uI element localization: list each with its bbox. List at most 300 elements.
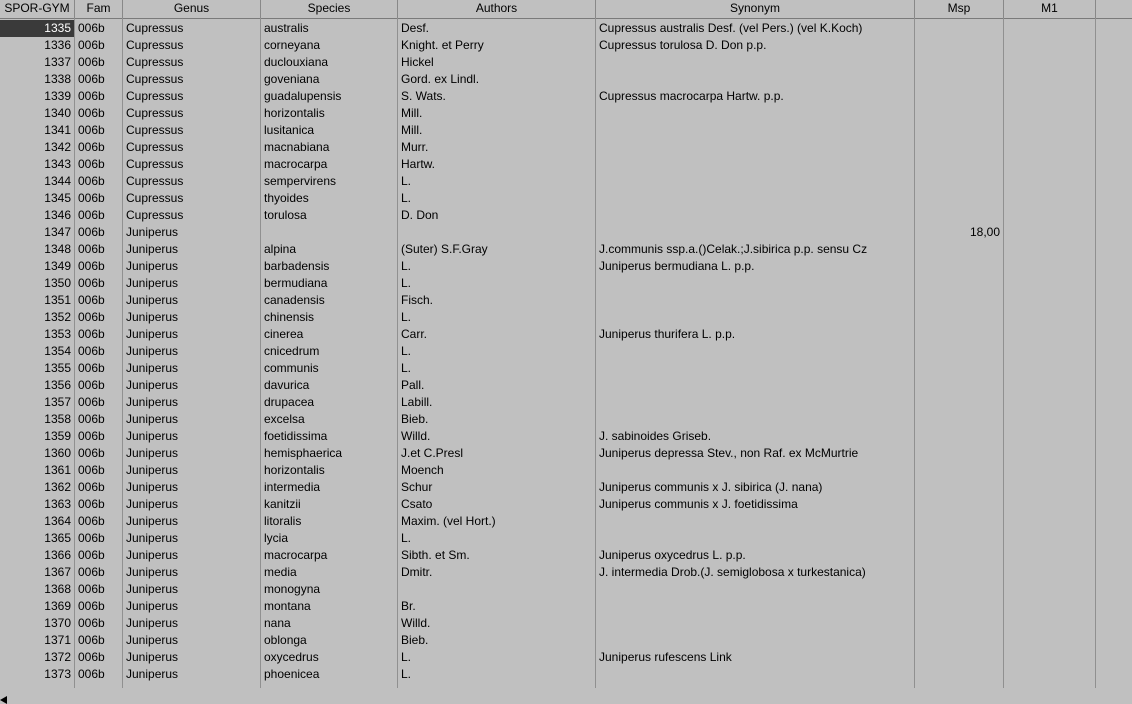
table-row[interactable]	[0, 54, 1132, 71]
cell-synonym[interactable]: Cupressus torulosa D. Don p.p.	[599, 38, 767, 52]
cell-synonym[interactable]	[596, 530, 914, 547]
cell-msp[interactable]	[915, 156, 1003, 173]
cell-synonym[interactable]: J.communis ssp.a.()Celak.;J.sibirica p.p. sensu Cz	[599, 242, 868, 256]
cell-authors[interactable]: Fisch.	[401, 293, 434, 307]
cell-synonym[interactable]	[596, 54, 914, 71]
cell-fam[interactable]: 006b	[78, 38, 105, 52]
selected-cell[interactable]: 1335	[0, 20, 74, 37]
cell-synonym[interactable]: Cupressus australis Desf. (vel Pers.) (vel K.Koch)	[599, 21, 863, 35]
cell-species[interactable]: davurica	[264, 378, 310, 392]
cell-fam[interactable]: 006b	[78, 208, 105, 222]
cell-msp[interactable]	[915, 615, 1003, 632]
cell-genus[interactable]: Juniperus	[126, 276, 179, 290]
cell-species[interactable]: kanitzii	[264, 497, 301, 511]
cell-species[interactable]: foetidissima	[264, 429, 328, 443]
cell-synonym[interactable]: Juniperus communis x J. sibirica (J. nana)	[599, 480, 823, 494]
cell-msp[interactable]	[915, 343, 1003, 360]
table-row[interactable]	[0, 139, 1132, 156]
cell-authors[interactable]: L.	[401, 531, 412, 545]
cell-msp[interactable]	[915, 377, 1003, 394]
cell-genus[interactable]: Juniperus	[126, 310, 179, 324]
cell-genus[interactable]: Juniperus	[126, 616, 179, 630]
cell-fam[interactable]: 006b	[78, 72, 105, 86]
cell-msp[interactable]	[915, 360, 1003, 377]
cell-authors[interactable]: L.	[401, 259, 412, 273]
cell-genus[interactable]: Juniperus	[126, 225, 179, 239]
cell-species[interactable]: cinerea	[264, 327, 304, 341]
cell-m1[interactable]	[1004, 207, 1095, 224]
cell-species[interactable]: montana	[264, 599, 311, 613]
cell-m1[interactable]	[1004, 309, 1095, 326]
cell-fam[interactable]: 006b	[78, 310, 105, 324]
cell-genus[interactable]: Juniperus	[126, 599, 179, 613]
cell-msp[interactable]	[915, 428, 1003, 445]
cell-synonym[interactable]	[596, 632, 914, 649]
cell-synonym[interactable]	[596, 581, 914, 598]
table-row[interactable]	[0, 598, 1132, 615]
cell-m1[interactable]	[1004, 360, 1095, 377]
cell-spor-gym[interactable]: 1358	[44, 412, 71, 426]
cell-msp[interactable]	[915, 632, 1003, 649]
cell-spor-gym[interactable]: 1368	[44, 582, 71, 596]
cell-authors[interactable]: Willd.	[401, 429, 431, 443]
table-row[interactable]	[0, 615, 1132, 632]
cell-msp[interactable]	[915, 190, 1003, 207]
cell-synonym[interactable]: Juniperus rufescens Link	[599, 650, 732, 664]
cell-m1[interactable]	[1004, 343, 1095, 360]
cell-synonym[interactable]	[596, 309, 914, 326]
cell-spor-gym[interactable]: 1357	[44, 395, 71, 409]
cell-fam[interactable]: 006b	[78, 157, 105, 171]
cell-genus[interactable]: Juniperus	[126, 667, 179, 681]
cell-species[interactable]: lusitanica	[264, 123, 315, 137]
cell-spor-gym[interactable]: 1373	[44, 667, 71, 681]
cell-genus[interactable]: Juniperus	[126, 395, 179, 409]
cell-fam[interactable]: 006b	[78, 140, 105, 154]
cell-species[interactable]: nana	[264, 616, 291, 630]
cell-synonym[interactable]	[596, 513, 914, 530]
cell-synonym[interactable]	[596, 105, 914, 122]
cell-authors[interactable]: L.	[401, 276, 412, 290]
cell-m1[interactable]	[1004, 479, 1095, 496]
cell-authors[interactable]: Dmitr.	[401, 565, 433, 579]
cell-m1[interactable]	[1004, 326, 1095, 343]
cell-genus[interactable]: Juniperus	[126, 327, 179, 341]
cell-synonym[interactable]: J. sabinoides Griseb.	[599, 429, 712, 443]
table-row[interactable]	[0, 275, 1132, 292]
cell-synonym[interactable]	[596, 411, 914, 428]
cell-synonym[interactable]	[596, 275, 914, 292]
cell-genus[interactable]: Juniperus	[126, 531, 179, 545]
table-row[interactable]	[0, 564, 1132, 581]
cell-fam[interactable]: 006b	[78, 667, 105, 681]
table-row[interactable]	[0, 309, 1132, 326]
cell-genus[interactable]: Juniperus	[126, 565, 179, 579]
cell-genus[interactable]: Cupressus	[126, 191, 184, 205]
table-row[interactable]	[0, 632, 1132, 649]
cell-m1[interactable]	[1004, 666, 1095, 683]
cell-authors[interactable]: L.	[401, 361, 412, 375]
table-row[interactable]	[0, 530, 1132, 547]
table-row[interactable]	[0, 462, 1132, 479]
cell-synonym[interactable]	[596, 343, 914, 360]
cell-m1[interactable]	[1004, 615, 1095, 632]
table-row[interactable]	[0, 71, 1132, 88]
cell-authors[interactable]: Willd.	[401, 616, 431, 630]
cell-fam[interactable]: 006b	[78, 293, 105, 307]
cell-fam[interactable]: 006b	[78, 123, 105, 137]
cell-species[interactable]: excelsa	[264, 412, 305, 426]
cell-spor-gym[interactable]: 1342	[44, 140, 71, 154]
cell-species[interactable]: cnicedrum	[264, 344, 320, 358]
cell-msp[interactable]	[915, 547, 1003, 564]
cell-genus[interactable]: Cupressus	[126, 38, 184, 52]
table-row[interactable]	[0, 394, 1132, 411]
cell-species[interactable]: drupacea	[264, 395, 315, 409]
cell-genus[interactable]: Juniperus	[126, 650, 179, 664]
cell-authors[interactable]: Mill.	[401, 106, 423, 120]
cell-fam[interactable]: 006b	[78, 599, 105, 613]
cell-m1[interactable]	[1004, 428, 1095, 445]
cell-m1[interactable]	[1004, 37, 1095, 54]
table-row[interactable]	[0, 428, 1132, 445]
cell-spor-gym[interactable]: 1355	[44, 361, 71, 375]
cell-species[interactable]: monogyna	[264, 582, 321, 596]
cell-msp[interactable]	[915, 326, 1003, 343]
cell-spor-gym[interactable]: 1354	[44, 344, 71, 358]
cell-spor-gym[interactable]: 1343	[44, 157, 71, 171]
cell-m1[interactable]	[1004, 394, 1095, 411]
cell-spor-gym[interactable]: 1365	[44, 531, 71, 545]
table-row[interactable]	[0, 343, 1132, 360]
cell-species[interactable]: chinensis	[264, 310, 315, 324]
cell-authors[interactable]: J.et C.Presl	[401, 446, 464, 460]
cell-spor-gym[interactable]: 1348	[44, 242, 71, 256]
cell-m1[interactable]	[1004, 71, 1095, 88]
cell-synonym[interactable]	[596, 71, 914, 88]
table-row[interactable]	[0, 105, 1132, 122]
cell-genus[interactable]: Juniperus	[126, 293, 179, 307]
table-row[interactable]	[0, 360, 1132, 377]
cell-synonym[interactable]: Juniperus thurifera L. p.p.	[599, 327, 736, 341]
table-row[interactable]	[0, 445, 1132, 462]
cell-authors[interactable]: Bieb.	[401, 412, 429, 426]
cell-fam[interactable]: 006b	[78, 650, 105, 664]
table-row[interactable]	[0, 496, 1132, 513]
cell-m1[interactable]	[1004, 581, 1095, 598]
cell-synonym[interactable]	[596, 292, 914, 309]
cell-spor-gym[interactable]: 1370	[44, 616, 71, 630]
cell-synonym[interactable]	[596, 377, 914, 394]
cell-authors[interactable]: S. Wats.	[401, 89, 446, 103]
cell-m1[interactable]	[1004, 564, 1095, 581]
cell-msp[interactable]	[915, 479, 1003, 496]
cell-spor-gym[interactable]: 1364	[44, 514, 71, 528]
cell-authors[interactable]: Knight. et Perry	[401, 38, 484, 52]
cell-genus[interactable]: Cupressus	[126, 157, 184, 171]
cell-authors[interactable]: Moench	[401, 463, 444, 477]
cell-species[interactable]: lycia	[264, 531, 289, 545]
cell-synonym[interactable]: Juniperus oxycedrus L. p.p.	[599, 548, 746, 562]
cell-species[interactable]: thyoides	[264, 191, 309, 205]
cell-synonym[interactable]: Juniperus bermudiana L. p.p.	[599, 259, 755, 273]
cell-spor-gym[interactable]: 1372	[44, 650, 71, 664]
cell-m1[interactable]	[1004, 411, 1095, 428]
cell-fam[interactable]: 006b	[78, 89, 105, 103]
cell-m1[interactable]	[1004, 20, 1095, 37]
cell-species[interactable]	[261, 224, 397, 241]
cell-msp[interactable]	[915, 564, 1003, 581]
table-row[interactable]	[0, 581, 1132, 598]
cell-species[interactable]: barbadensis	[264, 259, 330, 273]
table-row[interactable]	[0, 224, 1132, 241]
cell-synonym[interactable]	[596, 224, 914, 241]
table-row[interactable]	[0, 88, 1132, 105]
cell-m1[interactable]	[1004, 649, 1095, 666]
cell-fam[interactable]: 006b	[78, 344, 105, 358]
cell-m1[interactable]	[1004, 156, 1095, 173]
cell-authors[interactable]: Desf.	[401, 21, 430, 35]
cell-species[interactable]: litoralis	[264, 514, 302, 528]
table-row[interactable]	[0, 411, 1132, 428]
cell-fam[interactable]: 006b	[78, 565, 105, 579]
cell-synonym[interactable]	[596, 666, 914, 683]
table-row[interactable]	[0, 20, 1132, 37]
cell-authors[interactable]: Hartw.	[401, 157, 436, 171]
cell-genus[interactable]: Cupressus	[126, 208, 184, 222]
column-header-fam[interactable]: Fam	[75, 0, 123, 18]
cell-species[interactable]: duclouxiana	[264, 55, 329, 69]
cell-m1[interactable]	[1004, 139, 1095, 156]
cell-msp[interactable]: 18,00	[969, 225, 1000, 239]
cell-authors[interactable]: L.	[401, 191, 412, 205]
cell-m1[interactable]	[1004, 445, 1095, 462]
column-header-authors[interactable]: Authors	[398, 0, 596, 18]
cell-fam[interactable]: 006b	[78, 429, 105, 443]
cell-synonym[interactable]: Juniperus depressa Stev., non Raf. ex McMurtrie	[599, 446, 859, 460]
cell-spor-gym[interactable]: 1337	[44, 55, 71, 69]
cell-msp[interactable]	[915, 411, 1003, 428]
cell-authors[interactable]: L.	[401, 650, 412, 664]
cell-genus[interactable]: Juniperus	[126, 497, 179, 511]
cell-authors[interactable]: Mill.	[401, 123, 423, 137]
cell-genus[interactable]: Juniperus	[126, 633, 179, 647]
cell-authors[interactable]	[398, 581, 595, 598]
cell-fam[interactable]: 006b	[78, 191, 105, 205]
cell-species[interactable]: intermedia	[264, 480, 321, 494]
cell-species[interactable]: macnabiana	[264, 140, 330, 154]
cell-msp[interactable]	[915, 241, 1003, 258]
cell-m1[interactable]	[1004, 88, 1095, 105]
cell-genus[interactable]: Cupressus	[126, 21, 184, 35]
cell-genus[interactable]: Juniperus	[126, 480, 179, 494]
cell-spor-gym[interactable]: 1336	[44, 38, 71, 52]
cell-spor-gym[interactable]: 1360	[44, 446, 71, 460]
table-row[interactable]	[0, 326, 1132, 343]
cell-m1[interactable]	[1004, 496, 1095, 513]
cell-msp[interactable]	[915, 462, 1003, 479]
triangle-left-icon[interactable]	[0, 696, 7, 704]
cell-msp[interactable]	[915, 496, 1003, 513]
cell-msp[interactable]	[915, 445, 1003, 462]
cell-species[interactable]: goveniana	[264, 72, 320, 86]
cell-synonym[interactable]	[596, 394, 914, 411]
cell-genus[interactable]: Cupressus	[126, 55, 184, 69]
cell-m1[interactable]	[1004, 122, 1095, 139]
cell-fam[interactable]: 006b	[78, 21, 105, 35]
cell-m1[interactable]	[1004, 190, 1095, 207]
cell-genus[interactable]: Juniperus	[126, 259, 179, 273]
cell-authors[interactable]: Carr.	[401, 327, 428, 341]
cell-fam[interactable]: 006b	[78, 514, 105, 528]
cell-m1[interactable]	[1004, 513, 1095, 530]
cell-fam[interactable]: 006b	[78, 242, 105, 256]
cell-authors[interactable]: Sibth. et Sm.	[401, 548, 470, 562]
cell-m1[interactable]	[1004, 598, 1095, 615]
cell-msp[interactable]	[915, 598, 1003, 615]
cell-msp[interactable]	[915, 292, 1003, 309]
cell-fam[interactable]: 006b	[78, 633, 105, 647]
cell-species[interactable]: phoenicea	[264, 667, 320, 681]
table-row[interactable]	[0, 156, 1132, 173]
cell-spor-gym[interactable]: 1366	[44, 548, 71, 562]
cell-spor-gym[interactable]: 1359	[44, 429, 71, 443]
cell-species[interactable]: canadensis	[264, 293, 325, 307]
cell-spor-gym[interactable]: 1352	[44, 310, 71, 324]
cell-fam[interactable]: 006b	[78, 106, 105, 120]
table-row[interactable]	[0, 241, 1132, 258]
cell-species[interactable]: oxycedrus	[264, 650, 319, 664]
cell-m1[interactable]	[1004, 258, 1095, 275]
cell-m1[interactable]	[1004, 275, 1095, 292]
cell-m1[interactable]	[1004, 105, 1095, 122]
cell-fam[interactable]: 006b	[78, 582, 105, 596]
cell-spor-gym[interactable]: 1362	[44, 480, 71, 494]
cell-msp[interactable]	[915, 20, 1003, 37]
cell-species[interactable]: torulosa	[264, 208, 307, 222]
table-row[interactable]	[0, 666, 1132, 683]
cell-msp[interactable]	[915, 71, 1003, 88]
cell-synonym[interactable]: J. intermedia Drob.(J. semiglobosa x turkestanica)	[599, 565, 866, 579]
cell-synonym[interactable]: Cupressus macrocarpa Hartw. p.p.	[599, 89, 784, 103]
cell-species[interactable]: macrocarpa	[264, 157, 328, 171]
table-row[interactable]	[0, 173, 1132, 190]
cell-spor-gym[interactable]: 1356	[44, 378, 71, 392]
cell-spor-gym[interactable]: 1344	[44, 174, 71, 188]
cell-synonym[interactable]	[596, 462, 914, 479]
cell-m1[interactable]	[1004, 224, 1095, 241]
cell-spor-gym[interactable]: 1341	[44, 123, 71, 137]
cell-fam[interactable]: 006b	[78, 225, 105, 239]
cell-msp[interactable]	[915, 649, 1003, 666]
table-row[interactable]	[0, 649, 1132, 666]
cell-genus[interactable]: Juniperus	[126, 242, 179, 256]
cell-msp[interactable]	[915, 309, 1003, 326]
table-row[interactable]	[0, 258, 1132, 275]
cell-fam[interactable]: 006b	[78, 616, 105, 630]
cell-authors[interactable]: L.	[401, 174, 412, 188]
cell-species[interactable]: bermudiana	[264, 276, 328, 290]
cell-fam[interactable]: 006b	[78, 361, 105, 375]
cell-fam[interactable]: 006b	[78, 463, 105, 477]
cell-genus[interactable]: Juniperus	[126, 378, 179, 392]
cell-msp[interactable]	[915, 394, 1003, 411]
cell-authors[interactable]: Hickel	[401, 55, 434, 69]
column-header-spor-gym[interactable]: SPOR-GYM	[0, 0, 75, 18]
cell-species[interactable]: oblonga	[264, 633, 307, 647]
cell-authors[interactable]: Bieb.	[401, 633, 429, 647]
cell-species[interactable]: communis	[264, 361, 319, 375]
cell-synonym[interactable]	[596, 173, 914, 190]
cell-msp[interactable]	[915, 666, 1003, 683]
cell-species[interactable]: alpina	[264, 242, 297, 256]
cell-spor-gym[interactable]: 1345	[44, 191, 71, 205]
cell-spor-gym[interactable]: 1353	[44, 327, 71, 341]
cell-species[interactable]: guadalupensis	[264, 89, 342, 103]
cell-fam[interactable]: 006b	[78, 497, 105, 511]
cell-genus[interactable]: Juniperus	[126, 344, 179, 358]
cell-fam[interactable]: 006b	[78, 531, 105, 545]
cell-species[interactable]: australis	[264, 21, 309, 35]
table-row[interactable]	[0, 122, 1132, 139]
cell-spor-gym[interactable]: 1350	[44, 276, 71, 290]
cell-fam[interactable]: 006b	[78, 548, 105, 562]
cell-msp[interactable]	[915, 530, 1003, 547]
table-row[interactable]	[0, 547, 1132, 564]
cell-genus[interactable]: Cupressus	[126, 72, 184, 86]
cell-spor-gym[interactable]: 1369	[44, 599, 71, 613]
cell-fam[interactable]: 006b	[78, 55, 105, 69]
cell-spor-gym[interactable]: 1340	[44, 106, 71, 120]
cell-authors[interactable]: Pall.	[401, 378, 425, 392]
cell-species[interactable]: horizontalis	[264, 463, 325, 477]
cell-fam[interactable]: 006b	[78, 276, 105, 290]
cell-synonym[interactable]	[596, 598, 914, 615]
cell-msp[interactable]	[915, 258, 1003, 275]
cell-authors[interactable]: (Suter) S.F.Gray	[401, 242, 488, 256]
table-row[interactable]	[0, 292, 1132, 309]
cell-species[interactable]: media	[264, 565, 297, 579]
cell-fam[interactable]: 006b	[78, 259, 105, 273]
table-row[interactable]	[0, 377, 1132, 394]
cell-spor-gym[interactable]: 1367	[44, 565, 71, 579]
cell-msp[interactable]	[915, 581, 1003, 598]
cell-authors[interactable]: Gord. ex Lindl.	[401, 72, 480, 86]
cell-spor-gym[interactable]: 1347	[44, 225, 71, 239]
cell-genus[interactable]: Juniperus	[126, 463, 179, 477]
cell-m1[interactable]	[1004, 530, 1095, 547]
cell-authors[interactable]: Labill.	[401, 395, 433, 409]
cell-msp[interactable]	[915, 513, 1003, 530]
cell-authors[interactable]: L.	[401, 310, 412, 324]
cell-authors[interactable]: Csato	[401, 497, 433, 511]
cell-m1[interactable]	[1004, 292, 1095, 309]
cell-m1[interactable]	[1004, 632, 1095, 649]
cell-synonym[interactable]	[596, 122, 914, 139]
cell-fam[interactable]: 006b	[78, 412, 105, 426]
cell-m1[interactable]	[1004, 54, 1095, 71]
cell-genus[interactable]: Cupressus	[126, 174, 184, 188]
cell-species[interactable]: corneyana	[264, 38, 321, 52]
cell-genus[interactable]: Cupressus	[126, 89, 184, 103]
cell-fam[interactable]: 006b	[78, 446, 105, 460]
column-header-species[interactable]: Species	[261, 0, 398, 18]
cell-authors[interactable]: Schur	[401, 480, 433, 494]
cell-authors[interactable]: Murr.	[401, 140, 429, 154]
cell-msp[interactable]	[915, 88, 1003, 105]
cell-spor-gym[interactable]: 1349	[44, 259, 71, 273]
cell-genus[interactable]: Juniperus	[126, 361, 179, 375]
